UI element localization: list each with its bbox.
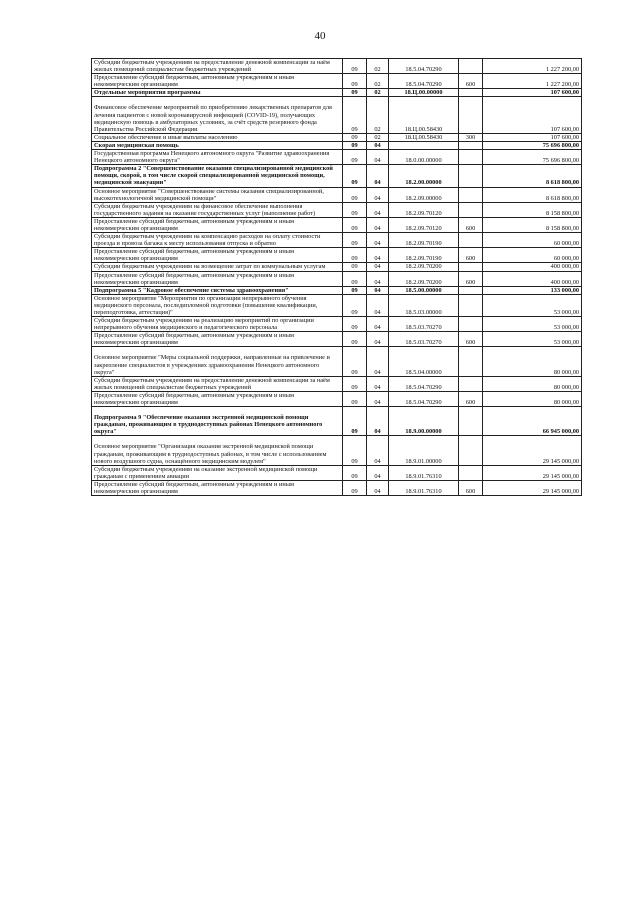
- row-target-article-cell: 18.9.00.00000: [389, 407, 459, 436]
- row-section-cell: 04: [367, 233, 389, 248]
- row-expense-type-cell: 600: [459, 217, 483, 232]
- row-name-cell: Предоставление субсидий бюджетным, автономным учреждениям и иным некоммерческим организациям: [92, 391, 343, 406]
- row-name-cell: Основное мероприятие "Меры социальной поддержки, направленные на привлечение и закрепление специалистов в учреждениях здравоохранения Ненецкого автономного округа": [92, 347, 343, 376]
- row-target-article-cell: [389, 141, 459, 149]
- row-glav-cell: 09: [343, 480, 367, 495]
- row-target-article-cell: 18.Ц.00.58430: [389, 97, 459, 133]
- row-section-cell: 02: [367, 89, 389, 97]
- table-row: [92, 59, 582, 74]
- row-glav-cell: 09: [343, 165, 367, 187]
- row-expense-type-cell: [459, 263, 483, 271]
- row-name-cell: Отдельные мероприятия программы: [92, 89, 343, 97]
- table-row: [92, 217, 582, 232]
- row-name-cell: Субсидии бюджетным учреждениям на реализацию мероприятий по организации непрерывного обучения медицинского и педагогического персонала: [92, 317, 343, 332]
- row-amount-cell: 29 145 000,00: [483, 480, 582, 495]
- table-row: [92, 165, 582, 187]
- row-section-cell: 04: [367, 391, 389, 406]
- row-amount-cell: 107 600,00: [483, 97, 582, 133]
- row-name-cell: Предоставление субсидий бюджетным, автономным учреждениям и иным некоммерческим организациям: [92, 74, 343, 89]
- row-section-cell: 04: [367, 480, 389, 495]
- row-expense-type-cell: [459, 436, 483, 465]
- row-glav-cell: 09: [343, 141, 367, 149]
- row-glav-cell: 09: [343, 317, 367, 332]
- row-name-cell: Субсидии бюджетным учреждениям на финансовое обеспечение выполнения государственного задания на оказание государственных услуг (выполнение работ): [92, 202, 343, 217]
- row-section-cell: 02: [367, 133, 389, 141]
- row-expense-type-cell: 600: [459, 271, 483, 286]
- row-glav-cell: 09: [343, 248, 367, 263]
- table-row: [92, 202, 582, 217]
- table-row: [92, 89, 582, 97]
- row-target-article-cell: 18.5.03.00000: [389, 294, 459, 316]
- table-row: [92, 317, 582, 332]
- row-amount-cell: 80 000,00: [483, 391, 582, 406]
- row-section-cell: 04: [367, 141, 389, 149]
- row-expense-type-cell: [459, 89, 483, 97]
- row-amount-cell: 1 227 200,00: [483, 74, 582, 89]
- table-row: [92, 347, 582, 376]
- row-amount-cell: 80 000,00: [483, 347, 582, 376]
- row-section-cell: 04: [367, 294, 389, 316]
- table-row: [92, 332, 582, 347]
- row-amount-cell: 53 000,00: [483, 332, 582, 347]
- row-name-cell: Основное мероприятие "Совершенствование системы оказания специализированной, высокотехнологичной медицинской помощи": [92, 187, 343, 202]
- row-name-cell: Предоставление субсидий бюджетным, автономным учреждениям и иным некоммерческим организациям: [92, 271, 343, 286]
- row-target-article-cell: 18.5.04.00000: [389, 347, 459, 376]
- row-expense-type-cell: [459, 150, 483, 165]
- row-section-cell: 04: [367, 165, 389, 187]
- row-expense-type-cell: 600: [459, 391, 483, 406]
- row-amount-cell: 8 618 800,00: [483, 187, 582, 202]
- row-name-cell: Субсидии бюджетным учреждениям на предоставление денежной компенсации за наём жилых помещений специалистам бюджетных учреждений: [92, 59, 343, 74]
- row-section-cell: 02: [367, 74, 389, 89]
- row-glav-cell: 09: [343, 332, 367, 347]
- table-row: [92, 376, 582, 391]
- table-row: [92, 480, 582, 495]
- row-amount-cell: 133 000,00: [483, 286, 582, 294]
- row-name-cell: Основное мероприятие "Организация оказания экстренной медицинской помощи гражданам, проживающим в труднодоступных районах, в том числе с использованием нового воздушного судна, оснащённого медицинским модулем": [92, 436, 343, 465]
- row-name-cell: Подпрограмма 5 "Кадровое обеспечение системы здравоохранения": [92, 286, 343, 294]
- row-name-cell: Подпрограмма 9 "Обеспечение оказания экстренной медицинской помощи гражданам, проживающим в труднодоступных районах Ненецкого автономного округа": [92, 407, 343, 436]
- table-row: [92, 74, 582, 89]
- row-expense-type-cell: [459, 59, 483, 74]
- table-row: [92, 150, 582, 165]
- row-name-cell: Субсидии бюджетным учреждениям на возмещение затрат по коммунальным услугам: [92, 263, 343, 271]
- row-target-article-cell: 18.2.09.70190: [389, 248, 459, 263]
- table-row: [92, 133, 582, 141]
- row-glav-cell: 09: [343, 436, 367, 465]
- row-expense-type-cell: [459, 165, 483, 187]
- row-glav-cell: 09: [343, 74, 367, 89]
- row-glav-cell: 09: [343, 465, 367, 480]
- row-glav-cell: 09: [343, 407, 367, 436]
- row-section-cell: 04: [367, 271, 389, 286]
- row-name-cell: Государственная программа Ненецкого автономного округа "Развитие здравоохранения Ненецкого автономного округа": [92, 150, 343, 165]
- row-glav-cell: 09: [343, 133, 367, 141]
- row-amount-cell: 53 000,00: [483, 317, 582, 332]
- row-target-article-cell: 18.2.09.70200: [389, 263, 459, 271]
- row-expense-type-cell: 600: [459, 480, 483, 495]
- row-target-article-cell: 18.5.04.70290: [389, 391, 459, 406]
- row-amount-cell: 60 000,00: [483, 233, 582, 248]
- row-amount-cell: 8 618 800,00: [483, 165, 582, 187]
- row-amount-cell: 75 696 800,00: [483, 141, 582, 149]
- table-row: [92, 233, 582, 248]
- table-row: [92, 465, 582, 480]
- row-glav-cell: 09: [343, 271, 367, 286]
- table-row: [92, 263, 582, 271]
- row-glav-cell: 09: [343, 233, 367, 248]
- row-glav-cell: 09: [343, 150, 367, 165]
- row-glav-cell: 09: [343, 294, 367, 316]
- row-expense-type-cell: [459, 286, 483, 294]
- table-row: [92, 407, 582, 436]
- row-name-cell: Финансовое обеспечение мероприятий по приобретению лекарственных препаратов для лечения пациентов с новой коронавирусной инфекцией (COVID-19), получающих медицинскую помощь в амбулаторных условиях, за счёт средств резервного фонда Правительства Российской Федерации: [92, 97, 343, 133]
- row-glav-cell: 09: [343, 376, 367, 391]
- row-section-cell: 02: [367, 59, 389, 74]
- row-amount-cell: 53 000,00: [483, 294, 582, 316]
- row-expense-type-cell: 600: [459, 332, 483, 347]
- row-glav-cell: 09: [343, 391, 367, 406]
- row-amount-cell: 107 600,00: [483, 133, 582, 141]
- budget-table: [91, 58, 582, 496]
- row-target-article-cell: 18.2.09.70120: [389, 217, 459, 232]
- row-amount-cell: 8 158 800,00: [483, 217, 582, 232]
- row-amount-cell: 60 000,00: [483, 248, 582, 263]
- table-row: [92, 187, 582, 202]
- row-glav-cell: 09: [343, 263, 367, 271]
- row-section-cell: 04: [367, 347, 389, 376]
- row-section-cell: 04: [367, 217, 389, 232]
- table-row: [92, 436, 582, 465]
- row-glav-cell: 09: [343, 347, 367, 376]
- row-expense-type-cell: 600: [459, 248, 483, 263]
- row-expense-type-cell: [459, 187, 483, 202]
- row-glav-cell: 09: [343, 97, 367, 133]
- row-section-cell: 04: [367, 465, 389, 480]
- row-amount-cell: 80 000,00: [483, 376, 582, 391]
- row-name-cell: Субсидии бюджетным учреждениям на оказание экстренной медицинской помощи гражданам с применением авиации: [92, 465, 343, 480]
- row-expense-type-cell: 300: [459, 133, 483, 141]
- table-row: [92, 286, 582, 294]
- row-expense-type-cell: 600: [459, 74, 483, 89]
- row-name-cell: Субсидии бюджетным учреждениям на компенсацию расходов на оплату стоимости проезда и провоза багажа к месту использования отпуска и обратно: [92, 233, 343, 248]
- row-glav-cell: 09: [343, 286, 367, 294]
- row-expense-type-cell: [459, 233, 483, 248]
- row-amount-cell: 400 000,00: [483, 263, 582, 271]
- row-target-article-cell: 18.2.09.00000: [389, 187, 459, 202]
- row-name-cell: Предоставление субсидий бюджетным, автономным учреждениям и иным некоммерческим организациям: [92, 480, 343, 495]
- row-target-article-cell: 18.9.01.76310: [389, 465, 459, 480]
- row-section-cell: 04: [367, 187, 389, 202]
- row-expense-type-cell: [459, 141, 483, 149]
- row-name-cell: Социальное обеспечение и иные выплаты населению: [92, 133, 343, 141]
- row-target-article-cell: 18.9.01.76310: [389, 480, 459, 495]
- row-target-article-cell: 18.Ц.00.58430: [389, 133, 459, 141]
- row-section-cell: 04: [367, 286, 389, 294]
- row-expense-type-cell: [459, 347, 483, 376]
- row-expense-type-cell: [459, 465, 483, 480]
- row-target-article-cell: 18.2.09.70120: [389, 202, 459, 217]
- row-glav-cell: 09: [343, 202, 367, 217]
- row-amount-cell: 29 145 000,00: [483, 436, 582, 465]
- row-name-cell: Субсидии бюджетным учреждениям на предоставление денежной компенсации за наём жилых помещений специалистам бюджетных учреждений: [92, 376, 343, 391]
- row-target-article-cell: 18.5.00.00000: [389, 286, 459, 294]
- row-glav-cell: 09: [343, 187, 367, 202]
- row-section-cell: 04: [367, 150, 389, 165]
- row-target-article-cell: 18.5.03.70270: [389, 332, 459, 347]
- row-name-cell: Основное мероприятие "Мероприятия по организации непрерывного обучения медицинского персонала, последипломной подготовки (повышение квалификации, переподготовка, аттестация)": [92, 294, 343, 316]
- table-row: [92, 391, 582, 406]
- row-amount-cell: 400 000,00: [483, 271, 582, 286]
- row-section-cell: 04: [367, 407, 389, 436]
- row-expense-type-cell: [459, 97, 483, 133]
- row-name-cell: Предоставление субсидий бюджетным, автономным учреждениям и иным некоммерческим организациям: [92, 217, 343, 232]
- row-section-cell: 02: [367, 97, 389, 133]
- table-row: [92, 248, 582, 263]
- row-name-cell: Подпрограмма 2 "Совершенствование оказания специализированной медицинской помощи, скорой, в том числе скорой специализированной медицинской помощи, медицинской эвакуации": [92, 165, 343, 187]
- row-amount-cell: 8 158 800,00: [483, 202, 582, 217]
- row-target-article-cell: 18.5.04.70290: [389, 376, 459, 391]
- table-row: [92, 97, 582, 133]
- row-expense-type-cell: [459, 376, 483, 391]
- row-target-article-cell: 18.2.09.70190: [389, 233, 459, 248]
- row-expense-type-cell: [459, 202, 483, 217]
- row-section-cell: 04: [367, 332, 389, 347]
- row-expense-type-cell: [459, 317, 483, 332]
- page-number: 40: [314, 30, 326, 42]
- row-section-cell: 04: [367, 436, 389, 465]
- row-target-article-cell: 18.5.03.70270: [389, 317, 459, 332]
- row-amount-cell: 75 696 800,00: [483, 150, 582, 165]
- table-row: [92, 294, 582, 316]
- row-section-cell: 04: [367, 376, 389, 391]
- row-target-article-cell: 18.2.09.70200: [389, 271, 459, 286]
- row-expense-type-cell: [459, 407, 483, 436]
- row-glav-cell: 09: [343, 89, 367, 97]
- row-glav-cell: 09: [343, 59, 367, 74]
- table-row: [92, 141, 582, 149]
- row-section-cell: 04: [367, 263, 389, 271]
- row-target-article-cell: 18.9.01.00000: [389, 436, 459, 465]
- row-section-cell: 04: [367, 202, 389, 217]
- row-amount-cell: 1 227 200,00: [483, 59, 582, 74]
- row-amount-cell: 29 145 000,00: [483, 465, 582, 480]
- row-section-cell: 04: [367, 317, 389, 332]
- row-target-article-cell: 18.Ц.00.00000: [389, 89, 459, 97]
- row-name-cell: Скорая медицинская помощь: [92, 141, 343, 149]
- row-amount-cell: 66 945 000,00: [483, 407, 582, 436]
- row-name-cell: Предоставление субсидий бюджетным, автономным учреждениям и иным некоммерческим организациям: [92, 332, 343, 347]
- row-target-article-cell: 18.2.00.00000: [389, 165, 459, 187]
- row-section-cell: 04: [367, 248, 389, 263]
- row-target-article-cell: 18.0.00.00000: [389, 150, 459, 165]
- row-amount-cell: 107 600,00: [483, 89, 582, 97]
- row-name-cell: Предоставление субсидий бюджетным, автономным учреждениям и иным некоммерческим организациям: [92, 248, 343, 263]
- budget-table-body: [92, 59, 582, 496]
- row-target-article-cell: 18.5.04.70290: [389, 59, 459, 74]
- table-row: [92, 271, 582, 286]
- row-glav-cell: 09: [343, 217, 367, 232]
- row-target-article-cell: 18.5.04.70290: [389, 74, 459, 89]
- row-expense-type-cell: [459, 294, 483, 316]
